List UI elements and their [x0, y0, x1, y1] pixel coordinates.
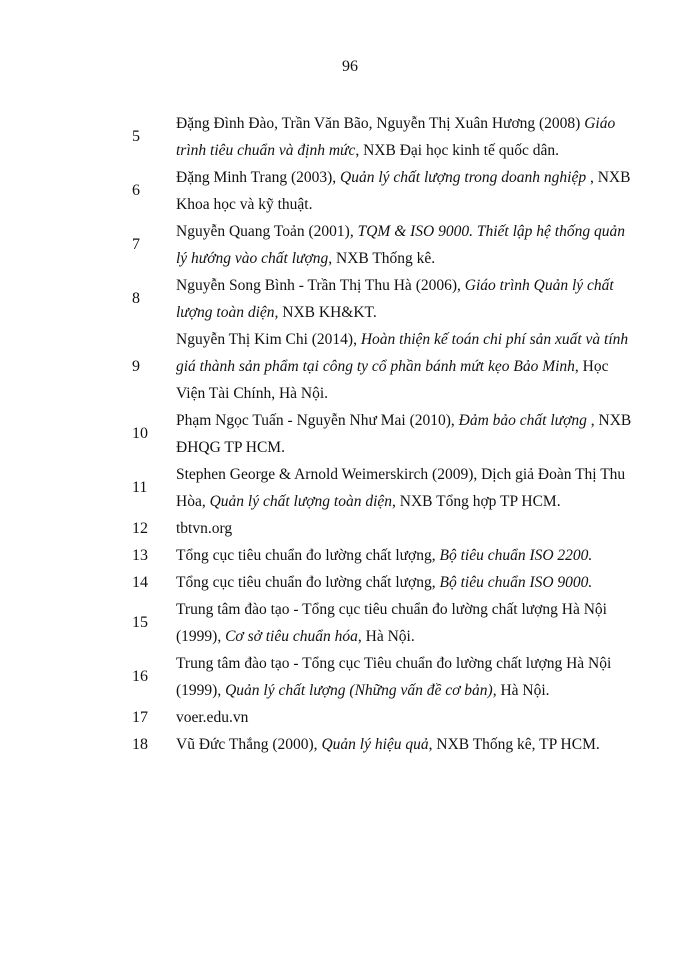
reference-number: 8	[132, 290, 140, 307]
page-number: 96	[342, 58, 358, 75]
reference-item	[118, 542, 638, 569]
reference-text: Trung tâm đào tạo - Tổng cục tiêu chuẩn đo lường chất lượng Hà Nội (1999), Cơ sở tiêu chuẩn hóa, Hà Nội.	[176, 601, 607, 645]
reference-text: Nguyễn Quang Toản (2001), TQM & ISO 9000. Thiết lập hệ thống quản lý hướng vào chất lượng, NXB Thống kê.	[176, 223, 625, 267]
reference-text: Đặng Minh Trang (2003), Quản lý chất lượng trong doanh nghiệp , NXB Khoa học và kỹ thuật.	[176, 169, 631, 213]
reference-text: Đặng Đình Đào, Trần Văn Bão, Nguyễn Thị Xuân Hương (2008) Giáo trình tiêu chuẩn và định mức, NXB Đại học kinh tế quốc dân.	[176, 115, 616, 159]
reference-number: 12	[132, 519, 148, 537]
reference-number: 5	[132, 128, 140, 145]
reference-number: 13	[132, 546, 148, 564]
reference-number: 17	[132, 708, 148, 726]
reference-item	[118, 110, 638, 164]
reference-title: Quản lý hiệu quả	[321, 736, 429, 753]
reference-item	[118, 596, 638, 650]
reference-text: Nguyễn Song Bình - Trần Thị Thu Hà (2006), Giáo trình Quản lý chất lượng toàn diện, NXB KH&KT.	[176, 277, 614, 321]
reference-item	[118, 569, 638, 596]
reference-text: tbtvn.org	[176, 520, 233, 537]
reference-number: 18	[132, 735, 148, 753]
reference-title: Giáo trình tiêu chuẩn và định mức	[176, 115, 616, 159]
reference-text: Trung tâm đào tạo - Tổng cục Tiêu chuẩn đo lường chất lượng Hà Nội (1999), Quản lý chất lượng (Những vấn đề cơ bản), Hà Nội.	[176, 655, 612, 699]
reference-title: Bộ tiêu chuẩn ISO 2200.	[439, 547, 593, 564]
reference-item	[118, 461, 638, 515]
reference-item	[118, 164, 638, 218]
reference-number: 15	[132, 614, 148, 631]
reference-title: Quản lý chất lượng trong doanh nghiệp	[340, 169, 587, 186]
reference-item	[118, 515, 638, 542]
reference-number: 16	[132, 668, 148, 685]
reference-text: Tổng cục tiêu chuẩn đo lường chất lượng, Bộ tiêu chuẩn ISO 9000.	[176, 574, 593, 591]
reference-number: 9	[132, 357, 140, 375]
reference-title: Quản lý chất lượng toàn diện	[209, 493, 393, 510]
reference-text: Nguyễn Thị Kim Chi (2014), Hoàn thiện kế toán chi phí sản xuất và tính giá thành sản phẩm tại công ty cổ phần bánh mứt kẹo Bảo Minh, Học Viện Tài Chính, Hà Nội.	[176, 331, 629, 402]
reference-text: Stephen George & Arnold Weimerskirch (2009), Dịch giả Đoàn Thị Thu Hòa, Quản lý chất lượng toàn diện, NXB Tổng hợp TP HCM.	[176, 466, 626, 510]
reference-text: voer.edu.vn	[176, 709, 249, 726]
reference-text: Phạm Ngọc Tuấn - Nguyễn Như Mai (2010), Đảm bảo chất lượng , NXB ĐHQG TP HCM.	[176, 412, 632, 456]
reference-number: 10	[132, 425, 148, 442]
reference-number: 11	[132, 479, 148, 496]
reference-title: Hoàn thiện kế toán chi phí sản xuất và tính giá thành sản phẩm tại công ty cổ phần bánh mứt kẹo Bảo Minh	[176, 331, 629, 375]
reference-item	[118, 704, 638, 731]
reference-item	[118, 650, 638, 704]
reference-list	[118, 110, 638, 758]
reference-title: TQM & ISO 9000. Thiết lập hệ thống quản lý hướng vào chất lượng	[176, 223, 625, 267]
reference-item	[118, 731, 638, 758]
reference-title: Quản lý chất lượng (Những vấn đề cơ bản),	[225, 682, 497, 699]
reference-number: 6	[132, 182, 140, 199]
reference-number: 7	[132, 236, 140, 253]
reference-text: Vũ Đức Thắng (2000), Quản lý hiệu quả, NXB Thống kê, TP HCM.	[176, 736, 600, 753]
reference-item	[118, 326, 638, 407]
reference-title: Giáo trình Quản lý chất lượng toàn diện,	[176, 277, 614, 321]
reference-number: 14	[132, 573, 148, 591]
reference-text: Tổng cục tiêu chuẩn đo lường chất lượng, Bộ tiêu chuẩn ISO 2200.	[176, 547, 593, 564]
reference-item	[118, 272, 638, 326]
reference-title: Đảm bảo chất lượng	[458, 412, 587, 429]
reference-item	[118, 218, 638, 272]
reference-title: Bộ tiêu chuẩn ISO 9000.	[439, 574, 593, 591]
reference-item	[118, 407, 638, 461]
reference-title: Cơ sở tiêu chuẩn hóa	[225, 628, 358, 645]
